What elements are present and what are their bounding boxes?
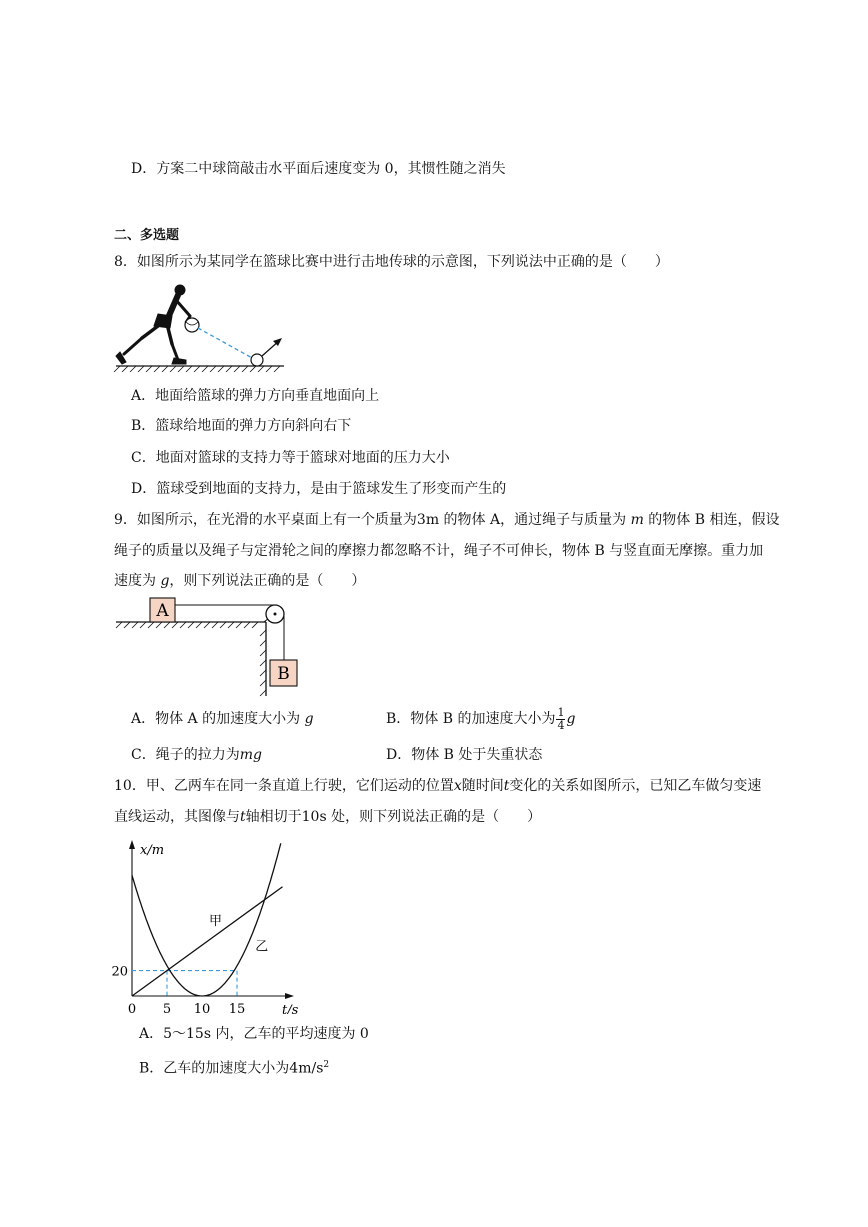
q10-option-b: B．乙车的加速度大小为$4m/s^2$ (139, 1060, 330, 1077)
section-title: 二、多选题 (114, 228, 180, 243)
q9-option-b: B．物体 B 的加速度大小为 $\frac{1}{4}$ g (386, 705, 576, 732)
y-tick-label-20: 20 (111, 964, 128, 980)
q8-option-d: D．篮球受到地面的支持力，是由于篮球发生了形变而产生的 (131, 481, 507, 497)
q9-option-a: A．物体 A 的加速度大小为 g (131, 711, 314, 727)
block-a-label: A (156, 601, 169, 621)
q8-stem: 8．如图所示为某同学在篮球比赛中进行击地传球的示意图，下列说法中正确的是（ ） (114, 254, 669, 270)
x-tick-label-5: 5 (162, 1002, 172, 1014)
y-axis-label: x/m (140, 843, 165, 858)
block-b-label: B (277, 664, 290, 684)
x-axis-label: t/s (282, 1003, 299, 1014)
x-tick-label-0: 0 (127, 1002, 137, 1014)
player-figure (116, 285, 190, 364)
q8-option-c: C．地面对篮球的支持力等于篮球对地面的压力大小 (131, 450, 450, 466)
ball-on-ground (251, 354, 263, 366)
q9-option-d: D．物体 B 处于失重状态 (386, 747, 543, 763)
x-tick-label-10: 10 (193, 1002, 211, 1014)
q9-option-b-fraction: $\frac{1}{4}$ (557, 705, 565, 732)
q9-option-c: C．绳子的拉力为mg (131, 747, 262, 763)
q10-xt-graph (106, 838, 306, 1014)
q8-option-a: A．地面给篮球的弹力方向垂直地面向上 (131, 388, 380, 404)
q10-option-a: A．5～15s 内，乙车的平均速度为 0 (139, 1026, 369, 1042)
q8-option-b: B．篮球给地面的弹力方向斜向右下 (131, 418, 352, 434)
q7-option-d: D．方案二中球筒敲击水平面后速度变为 0，其惯性随之消失 (131, 161, 506, 177)
q9-pulley-figure (112, 594, 302, 698)
series-yi-curve (132, 843, 281, 996)
q9-stem-line3: 速度为 g，则下列说法正确的是（ ） (114, 573, 366, 589)
q9-stem-line1: 9．如图所示，在光滑的水平桌面上有一个质量为3m 的物体 A，通过绳子与质量为 m 的物体 B 相连，假设 (114, 512, 780, 528)
q8-basketball-figure (112, 282, 288, 374)
series-jia-label: 甲 (209, 913, 223, 929)
y-axis-arrow (129, 840, 135, 849)
x-axis-arrow (285, 993, 294, 999)
q9-stem-line2: 绳子的质量以及绳子与定滑轮之间的摩擦力都忽略不计，绳子不可伸长，物体 B 与竖直面无摩擦。重力加 (114, 543, 764, 559)
series-yi-label: 乙 (255, 939, 269, 955)
q10-stem-line1: 10．甲、乙两车在同一条直道上行驶，它们运动的位置x随时间t变化的关系如图所示，已知乙车做匀变速 (114, 778, 762, 794)
q10-stem-line2: 直线运动，其图像与t轴相切于10s 处，则下列说法正确的是（ ） (114, 809, 542, 825)
x-tick-label-15: 15 (228, 1002, 246, 1014)
